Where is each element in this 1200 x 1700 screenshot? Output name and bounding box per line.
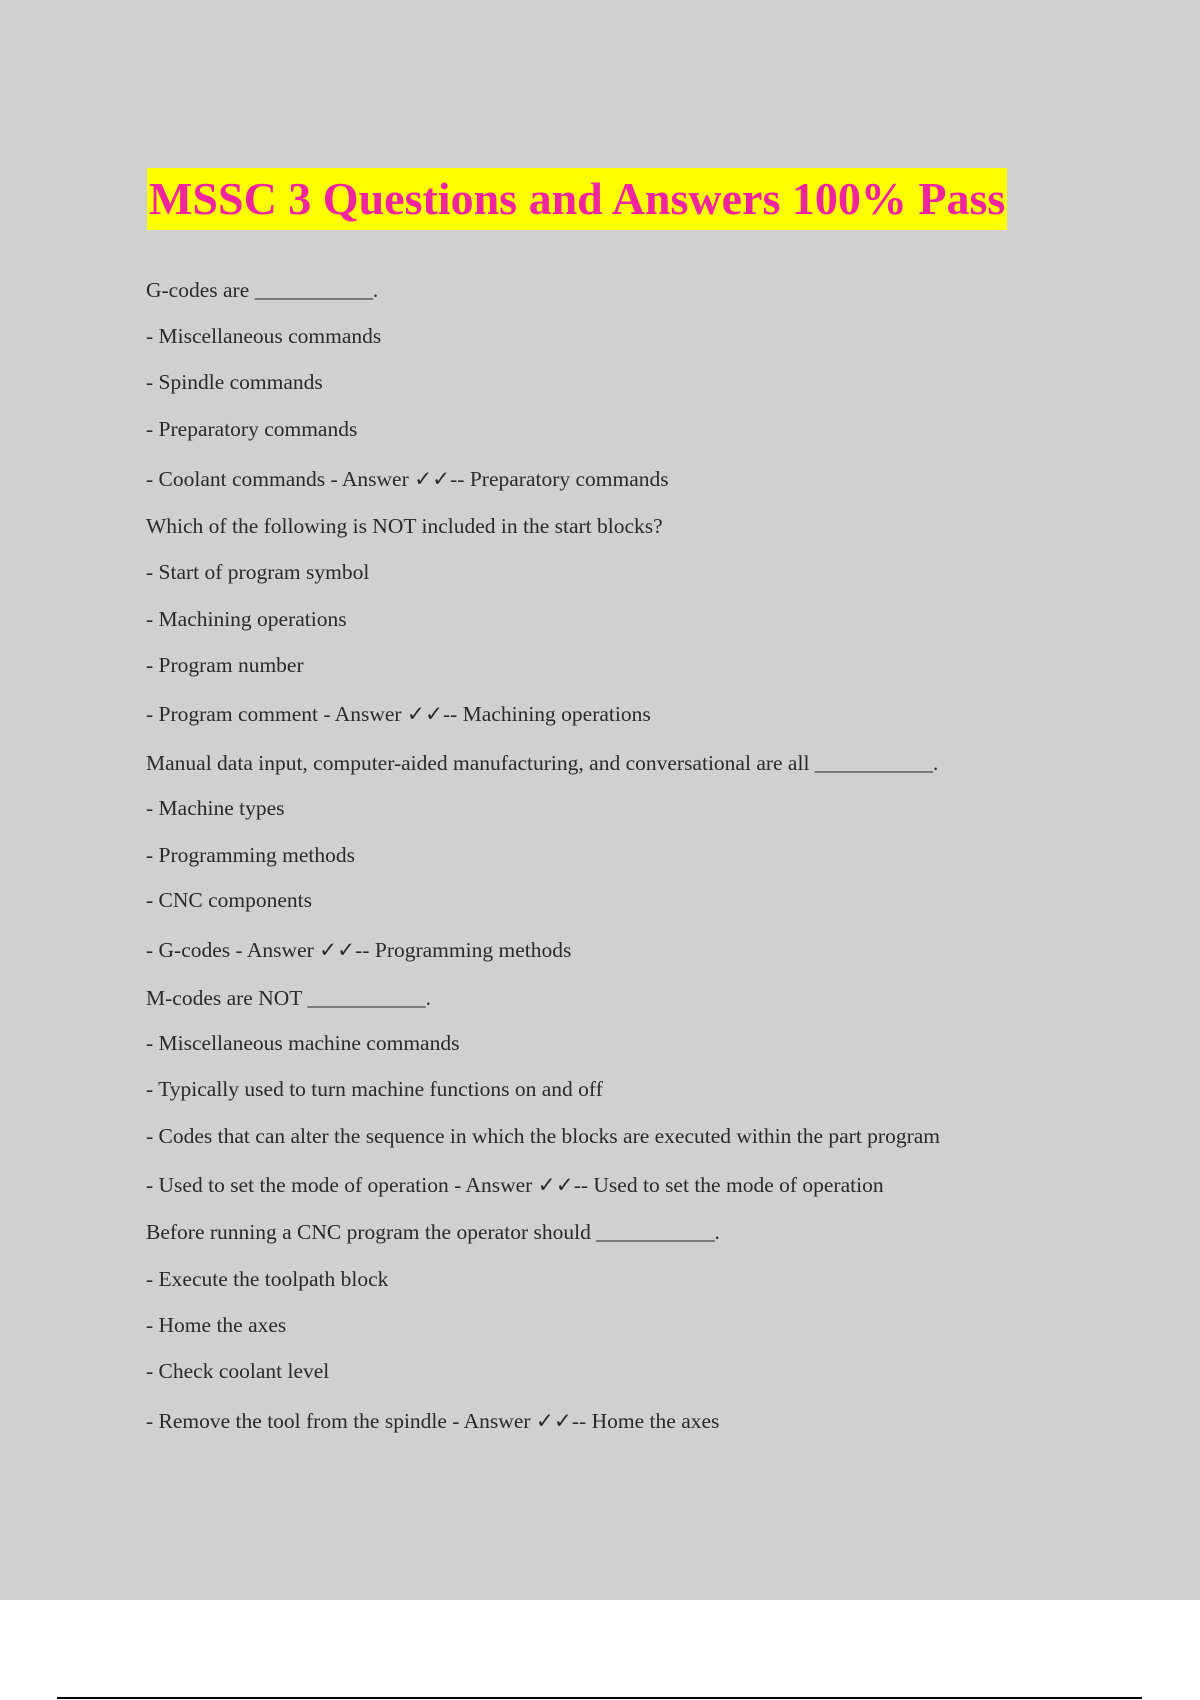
footer-rule	[57, 1697, 1142, 1699]
option-line: - Typically used to turn machine functions on and off	[146, 1077, 603, 1101]
option-line: - Check coolant level	[146, 1359, 330, 1383]
question-4: M-codes are NOT ___________.	[146, 986, 432, 1010]
answer-line: - Coolant commands - Answer ✓✓-- Preparatory commands	[146, 467, 669, 491]
option-line: - Start of program symbol	[146, 560, 370, 584]
answer-line: - Program comment - Answer ✓✓-- Machining operations	[146, 702, 651, 726]
option-line: - Programming methods	[146, 843, 356, 867]
option-line: - Miscellaneous machine commands	[146, 1031, 460, 1055]
option-line: - CNC components	[146, 888, 313, 912]
option-line: - Program number	[146, 653, 304, 677]
option-line: - Home the axes	[146, 1313, 287, 1337]
answer-line: - G-codes - Answer ✓✓-- Programming methods	[146, 938, 572, 962]
question-2: Which of the following is NOT included in the start blocks?	[146, 514, 663, 538]
option-line: - Machining operations	[146, 607, 347, 631]
option-line: - Preparatory commands	[146, 417, 358, 441]
option-line: - Codes that can alter the sequence in which the blocks are executed within the part program	[146, 1124, 941, 1148]
option-line: - Miscellaneous commands	[146, 324, 382, 348]
option-line: - Spindle commands	[146, 370, 323, 394]
option-line: - Execute the toolpath block	[146, 1267, 389, 1291]
question-5: Before running a CNC program the operator should ___________.	[146, 1220, 720, 1244]
question-3: Manual data input, computer-aided manufacturing, and conversational are all ___________.	[146, 751, 939, 775]
document-title: MSSC 3 Questions and Answers 100% Pass	[147, 168, 1007, 230]
answer-line: - Used to set the mode of operation - Answer ✓✓-- Used to set the mode of operation	[146, 1173, 884, 1197]
answer-line: - Remove the tool from the spindle - Answer ✓✓-- Home the axes	[146, 1409, 720, 1433]
question-1: G-codes are ___________.	[146, 278, 379, 302]
option-line: - Machine types	[146, 796, 285, 820]
